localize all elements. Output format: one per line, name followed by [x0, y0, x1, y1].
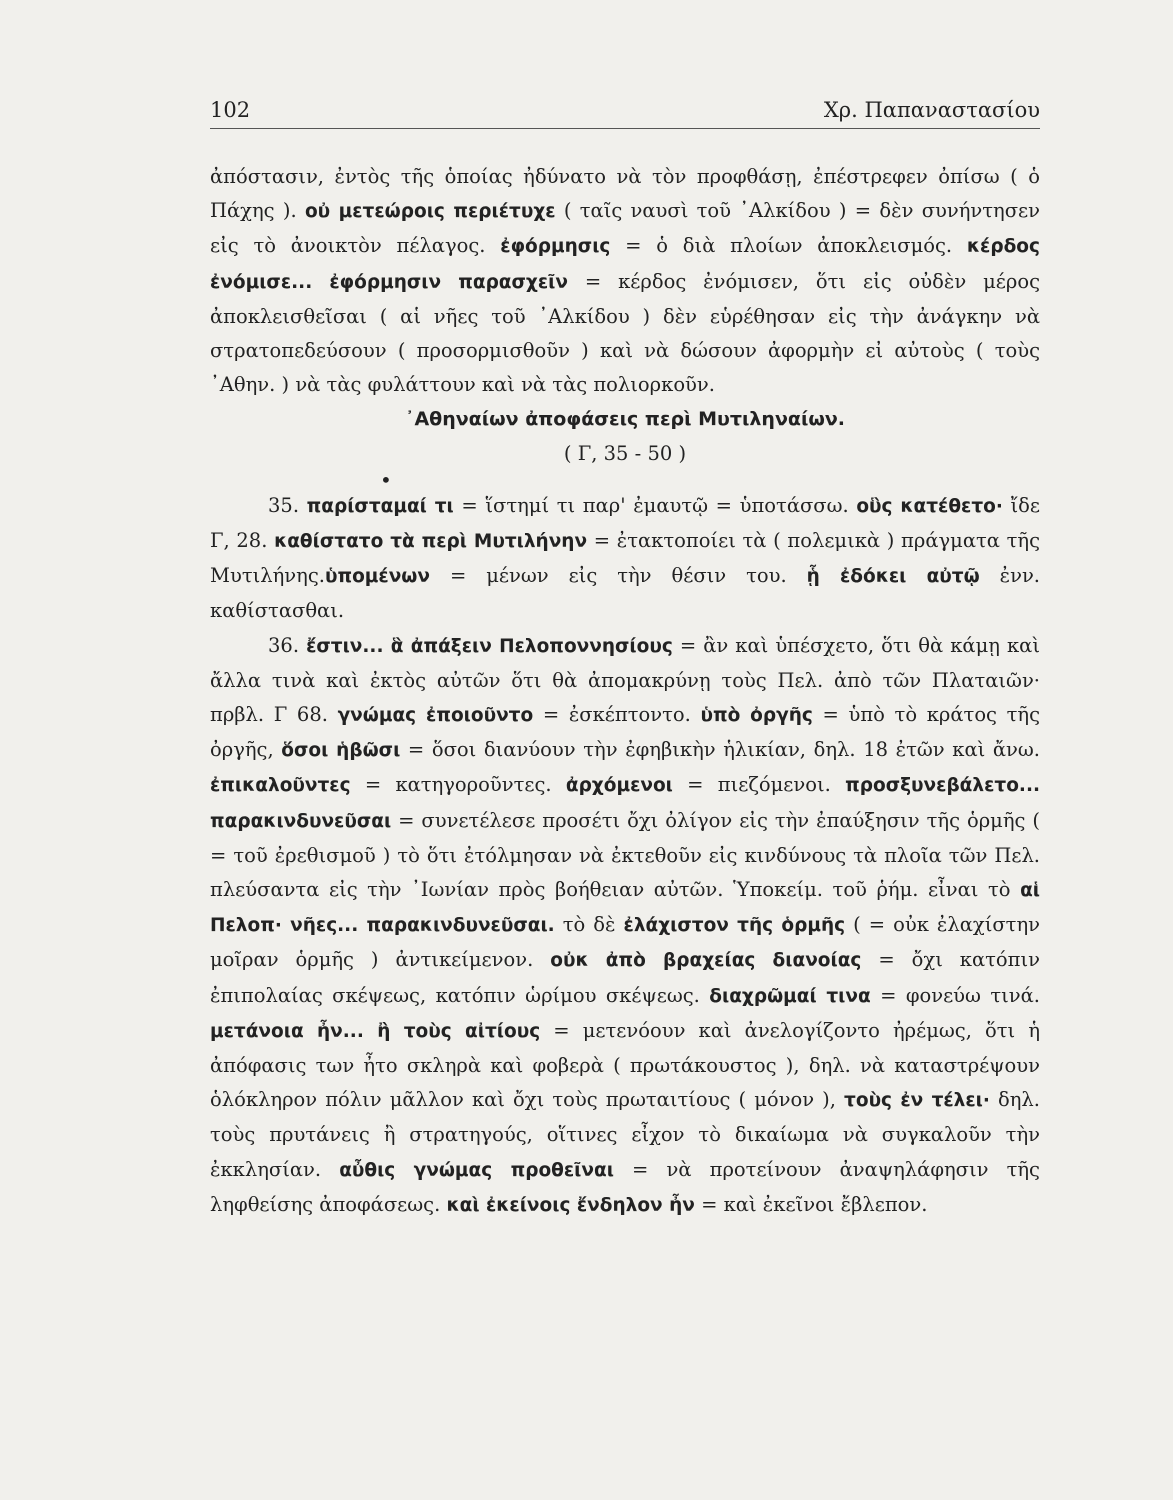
- printer-dot: •: [380, 467, 392, 492]
- text: = νὰ προτείνουν ἀναψηλάφησιν τῆς ληφθείσης ἀποφάσεως.: [210, 1157, 1040, 1216]
- text: δηλ. τοὺς πρυτάνεις ἢ στρατηγούς, οἵτινες εἶχον τὸ δικαίωμα νὰ συγκαλοῦν τὴν ἐκκλησίαν.: [210, 1088, 1040, 1181]
- text: = καὶ ἐκεῖνοι ἔβλεπον.: [694, 1192, 928, 1216]
- text: = ἂν καὶ ὑπέσχετο, ὅτι θὰ κάμῃ καὶ ἄλλα τινὰ καὶ ἐκτὸς αὐτῶν ὅτι θὰ ἀπομακρύνῃ τοὺς Πελ. ἀπὸ τῶν Πλαταιῶν· πρβλ. Γ 68.: [210, 633, 1040, 727]
- lemma: προσξυνεβάλετο... παρακινδυνεῦσαι: [210, 775, 1040, 832]
- text: ἀπόστασιν, ἐντὸς τῆς ὁποίας ἠδύνατο νὰ τὸν προφθάσῃ, ἐπέστρεφεν ὀπίσω ( ὁ Πάχης ).: [210, 165, 1040, 223]
- text: ( ταῖς ναυσὶ τοῦ ᾿Αλκίδου ) = δὲν συνήντησεν εἰς τὸ ἀνοικτὸν πέλαγος.: [210, 199, 1040, 258]
- lemma: παρίσταμαί τι: [306, 495, 454, 517]
- text: = κατηγοροῦντες.: [350, 773, 566, 797]
- lemma: αὖθις γνώμας προθεῖναι: [339, 1159, 614, 1181]
- text: ( = οὐκ ἐλαχίστην μοῖραν ὁρμῆς ) ἀντικείμενον.: [210, 913, 1041, 972]
- section-heading: ᾿Αθηναίων ἀποφάσεις περὶ Μυτιληναίων.: [404, 408, 846, 431]
- section-reference: ( Γ, 35 - 50 ): [563, 441, 687, 465]
- lemma: ὑπομένων: [324, 566, 430, 588]
- text: = κέρδος ἐνόμισεν, ὅτι εἰς οὐδὲν μέρος ἀποκλεισθεῖσαι ( αἱ νῆες τοῦ ᾿Αλκίδου ) δὲν εὑρέθησαν εἰς τὴν ἀνάγκην νὰ στρατοπεδεύσουν ( προσορμισθοῦν ) καὶ νὰ δώσουν ἀφορμὴν εἰ αὐτοὺς ( τοὺς ᾿Αθην. ) νὰ τὰς φυλάττουν καὶ νὰ τὰς πολιορκοῦν.: [210, 269, 1040, 397]
- lemma: κέρδος ἐνόμισε... ἐφόρμησιν παρασχεῖν: [210, 236, 1040, 293]
- text: = ὁ διὰ πλοίων ἀποκλεισμός.: [610, 234, 967, 258]
- lemma: οὐκ ἀπὸ βραχείας διανοίας: [550, 950, 862, 972]
- lemma: ᾗ ἐδόκει αὐτῷ: [806, 566, 980, 588]
- lemma: ἀρχόμενοι: [565, 775, 673, 797]
- text: = ὅσοι διανύουν τὴν ἐφηβικὴν ἡλικίαν, δηλ. 18 ἐτῶν καὶ ἄνω.: [400, 738, 1041, 762]
- text: = συνετέλεσε προσέτι ὄχι ὀλίγον εἰς τὴν ἐπαύξησιν τῆς ὁρμῆς ( = τοῦ ἐρεθισμοῦ ) τὸ ὅτι ἐτόλμησαν νὰ ἐκτεθοῦν εἰς κινδύνους τὰ πλοῖα τῶν Πελ. πλεύσαντα εἰς τὴν ᾿Ιωνίαν πρὸς βοήθειαν αὐτῶν. Ὑποκείμ. τοῦ ῥήμ. εἶναι τὸ: [210, 808, 1040, 902]
- text: 36.: [268, 633, 307, 657]
- paragraph-35: [210, 489, 1040, 629]
- paragraph-continued: [210, 160, 1040, 402]
- text: = ἵστημί τι παρ' ἐμαυτῷ = ὑποτάσσω.: [453, 493, 857, 517]
- lemma: αἱ Πελοπ· νῆες... παρακινδυνεῦσαι.: [210, 880, 1040, 937]
- lemma: καθίστατο τὰ περὶ Μυτιλήνην: [274, 531, 588, 553]
- text: 35.: [268, 493, 307, 517]
- paragraph-36: [210, 629, 1040, 1223]
- lemma: ὑπὸ ὀργῆς: [700, 705, 813, 727]
- text: = φονεύω τινά.: [870, 983, 1040, 1007]
- lemma: οὓς κατέθετο·: [856, 495, 1003, 517]
- text: ἐνν. καθίστασθαι.: [210, 564, 1040, 623]
- text: = ἐτακτοποίει τὰ ( πολεμικὰ ) πράγματα τῆς Μυτιλήνης.: [210, 529, 1041, 588]
- body-text: [210, 160, 1040, 1223]
- text: = ὄχι κατόπιν ἐπιπολαίας σκέψεως, κατόπιν ὡρίμου σκέψεως.: [210, 948, 1040, 1007]
- lemma: μετάνοια ἦν... ἢ τοὺς αἰτίους: [210, 1020, 541, 1042]
- lemma: ὅσοι ἡβῶσι: [281, 740, 401, 762]
- text: ἴδε Γ, 28.: [210, 493, 1040, 553]
- lemma: ἐπικαλοῦντες: [210, 775, 351, 797]
- lemma: διαχρῶμαί τινα: [709, 985, 871, 1007]
- lemma: ἐφόρμησις: [500, 236, 611, 258]
- text: = μένων εἰς τὴν θέσιν του.: [429, 564, 807, 588]
- lemma: καὶ ἐκείνοις ἔνδηλον ἦν: [446, 1194, 695, 1216]
- lemma: ἐλάχιστον τῆς ὁρμῆς: [623, 915, 846, 937]
- text: = μετενόουν καὶ ἀνελογίζοντο ἠρέμως, ὅτι ἡ ἀπόφασις των ἦτο σκληρὰ καὶ φοβερὰ ( πρωτάκουστος ), δηλ. νὰ καταστρέψουν ὁλόκληρον πόλιν μᾶλλον καὶ ὄχι τοὺς πρωταιτίους ( μόνον ),: [210, 1018, 1040, 1112]
- lemma: γνώμας ἐποιοῦντο: [337, 705, 534, 727]
- text: = ὑπὸ τὸ κράτος τῆς ὀργῆς,: [210, 703, 1041, 762]
- text: = ἐσκέπτοντο.: [533, 703, 701, 727]
- page-number: 102: [210, 98, 251, 122]
- running-head: Χρ. Παπαναστασίου: [823, 98, 1040, 122]
- lemma: τοὺς ἐν τέλει·: [844, 1090, 990, 1112]
- lemma: οὐ μετεώροις περιέτυχε: [304, 201, 556, 223]
- text: τὸ δὲ: [554, 913, 624, 937]
- lemma: ἔστιν... ἃ ἀπάξειν Πελοποννησίους: [306, 635, 673, 657]
- page-header: [210, 96, 1040, 129]
- text: = πιεζόμενοι.: [672, 773, 846, 797]
